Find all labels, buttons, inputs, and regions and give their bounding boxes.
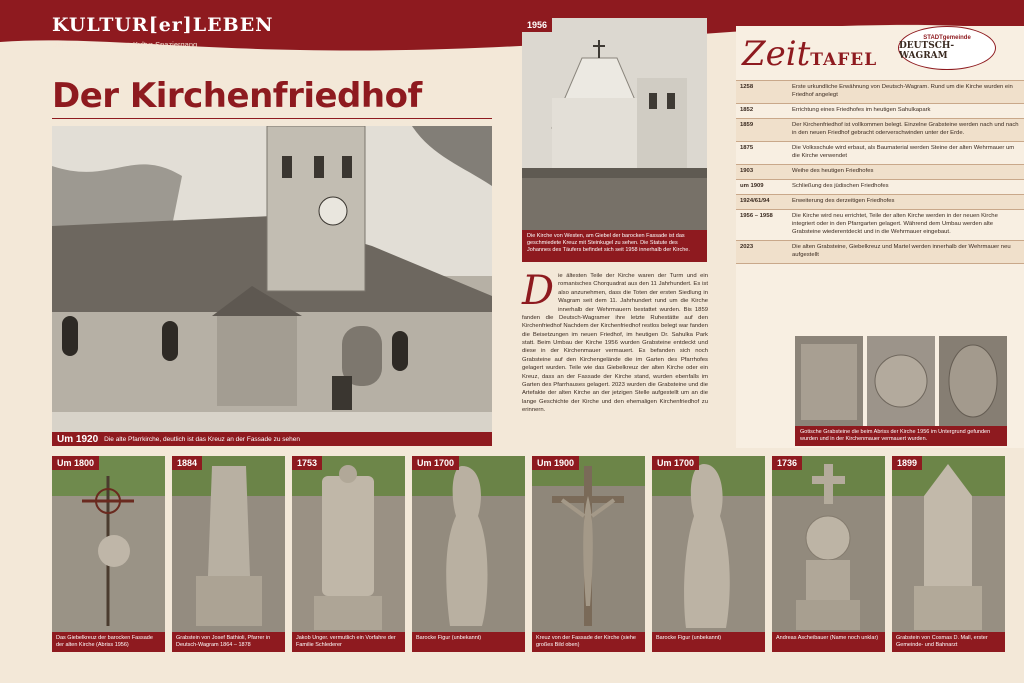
brand-logo-text: KULTUR[er]LEBEN [52,14,274,36]
dropcap: D [522,268,555,314]
timeline-year: 1924/61/94 [740,197,770,204]
brand-subtitle: Der Deutsch-Wagramer Kultur-Spaziergang [52,40,198,49]
timeline-year: 1258 [740,84,754,90]
timeline-row [736,194,1024,209]
timeline-row [736,164,1024,179]
artifact-caption: Barocke Figur (unbekannt) [412,632,525,652]
timeline-text: Errichtung eines Friedhofes im heutigen Sahulkapark [792,106,931,113]
timeline-title-caps: TAFEL [810,50,878,70]
photo-1956-year: 1956 [522,18,552,32]
article-body [522,268,708,414]
title-divider [52,118,492,119]
logo-line-2: DEUTSCH-WAGRAM [899,41,955,61]
timeline-year: 2023 [740,243,754,250]
timeline-title-script: Zeit [742,34,811,74]
artifact-photo [652,456,765,632]
timeline-text: Die Kirche wird neu errichtet, Teile der alten Kirche werden in der neuen Kirche integriert oder in den Pfarrgarten gelagert. Während dem Umbau werden alte Grabsteine wiederentdeckt und in die Wehrmauer eingebaut. [792,212,998,235]
artifact-card [52,456,165,652]
timeline-row [736,179,1024,194]
main-church-photo [52,126,492,432]
timeline-year: 1859 [740,121,754,128]
artifact-photo [292,456,405,632]
artifact-card [652,456,765,652]
timeline-year: 1956 – 1958 [740,212,773,219]
artifact-photo [52,456,165,632]
timeline-text: Erweiterung des derzeitigen Friedhofes [792,197,895,204]
artifact-card [772,456,885,652]
artifact-card [892,456,1005,652]
timeline-year: 1903 [740,167,754,174]
artifact-caption: Grabstein von Josef Bathioli, Pfarrer in Deutsch-Wagram 1864 – 1878 [172,632,285,652]
photo-1956 [522,18,707,230]
timeline-text: Erste urkundliche Erwähnung von Deutsch-Wagram. Rund um die Kirche wurden ein Friedhof angelegt [792,84,1013,98]
main-photo-caption [52,432,492,446]
artifact-card [292,456,405,652]
artifact-year: Um 1900 [532,456,579,470]
artifact-photo [412,456,525,632]
timeline-row [736,80,1024,103]
artifact-caption: Das Giebelkreuz der barocken Fassade der alten Kirche (Abriss 1956) [52,632,165,652]
artifact-photo [532,456,645,632]
timeline-title [742,34,877,74]
logo-line-1: STADTgemeinde [923,35,971,41]
timeline-row [736,240,1024,264]
artifact-card [172,456,285,652]
artifact-photo [772,456,885,632]
timeline-row [736,118,1024,141]
artifact-photo [172,456,285,632]
artifact-card [532,456,645,652]
timeline-text: Der Kirchenfriedhof ist vollkommen belegt. Einzelne Grabsteine werden nach und nach in den neuen Friedhof gebracht oderverschwinden unter der Erde. [792,121,1019,136]
main-photo-year: Um 1920 [57,433,99,445]
page-title: Der Kirchenfriedhof [52,76,422,116]
artifact-caption: Barocke Figur (unbekannt) [652,632,765,652]
timeline-year: um 1909 [740,182,764,189]
artifact-caption: Kreuz von der Fassade der Kirche (siehe großes Bild oben) [532,632,645,652]
main-photo-caption-text: Die alte Pfarrkirche, deutlich ist das Kreuz an der Fassade zu sehen [104,435,300,443]
artifact-photo [892,456,1005,632]
artifact-card [412,456,525,652]
timeline-text: Die alten Grabsteine, Giebelkreuz und Martel werden innerhalb der Wehrmauer neu aufgestellt [792,243,1011,258]
timeline-text: Schließung des jüdischen Friedhofes [792,182,889,189]
artifact-caption: Andreas Ascheibauer (Name noch unklar) [772,632,885,652]
timeline-text: Weihe des heutigen Friedhofes [792,167,874,174]
artifact-caption: Grabstein von Cosmas D. Mall, erster Gemeinde- und Bahnarzt [892,632,1005,652]
artifact-year: 1899 [892,456,922,470]
timeline-row [736,141,1024,164]
gravestones-caption: Gotische Grabsteine die beim Abriss der Kirche 1956 im Untergrund gefunden wurden und in der Kirchenmauer vermauert wurden. [795,426,1007,446]
timeline-row [736,209,1024,240]
artifact-year: 1753 [292,456,322,470]
artifact-year: Um 1700 [412,456,459,470]
city-logo [898,26,996,70]
artifact-year: 1736 [772,456,802,470]
timeline-text: Die Volksschule wird erbaut, als Baumaterial werden Steine der alten Wehrmauer um die Kirche verwendet [792,144,1015,159]
artifact-year: 1884 [172,456,202,470]
timeline-year: 1852 [740,106,754,113]
article-text: ie ältesten Teile der Kirche waren der Turm und ein romanisches Chorquadrat aus den 11 Jahrhundert. Es ist also anzunehmen, dass die Toten der ersten Siedlung in Wagram seit dem 11. Jahrhundert rund um die Kirche innerhalb der Wehrmauern bestattet wurden. Bis 1859 fanden die Deutsch-Wagramer ihre letzte Ruhestätte auf den Kirchenfriedhof Nachdem der Kirchenfriedhof restlos belegt war fanden die Beisetzungen im neuen Friedhof, im heutigen Dr. Sahulka Park statt. Beim Umbau der Kirche 1956 wurden Grabsteine entdeckt und diese in der Kirchenmauer vermauert. Es befanden sich noch Grabsteine auf den Kirchengelände die im Garten des Pfarrhofes gelagert wurden. Teile wie das Giebelkreuz der alten Kirche oder ein Kreuz, dass an der Fassade der Kirche stand, wurden ebenfalls im Garten des Pfarrhauses gelagert. 2023 wurden die Grabsteine und die Artefakte der alten Kirche an der jetzigen Stelle aufgestellt um an die lange Geschichte der Kirche und den ehemaligen Kirchenfriedhof zu erinnern. [522,273,708,413]
artifact-caption: Jakob Unger. vermutlich ein Vorfahre der Familie Schlederer [292,632,405,652]
timeline-table [736,80,1024,264]
artifact-year: Um 1700 [652,456,699,470]
timeline-row [736,103,1024,118]
gothic-gravestones-photos [795,336,1007,431]
timeline-year: 1875 [740,144,754,151]
photo-1956-caption: Die Kirche von Westen, am Giebel der barocken Fassade ist das geschmiedete Kreuz mit Steinkugel zu sehen. Die Statute des Johannes des Täufers befindet sich seit 1958 innerhalb der Kirche. [522,230,707,262]
artifact-year: Um 1800 [52,456,99,470]
